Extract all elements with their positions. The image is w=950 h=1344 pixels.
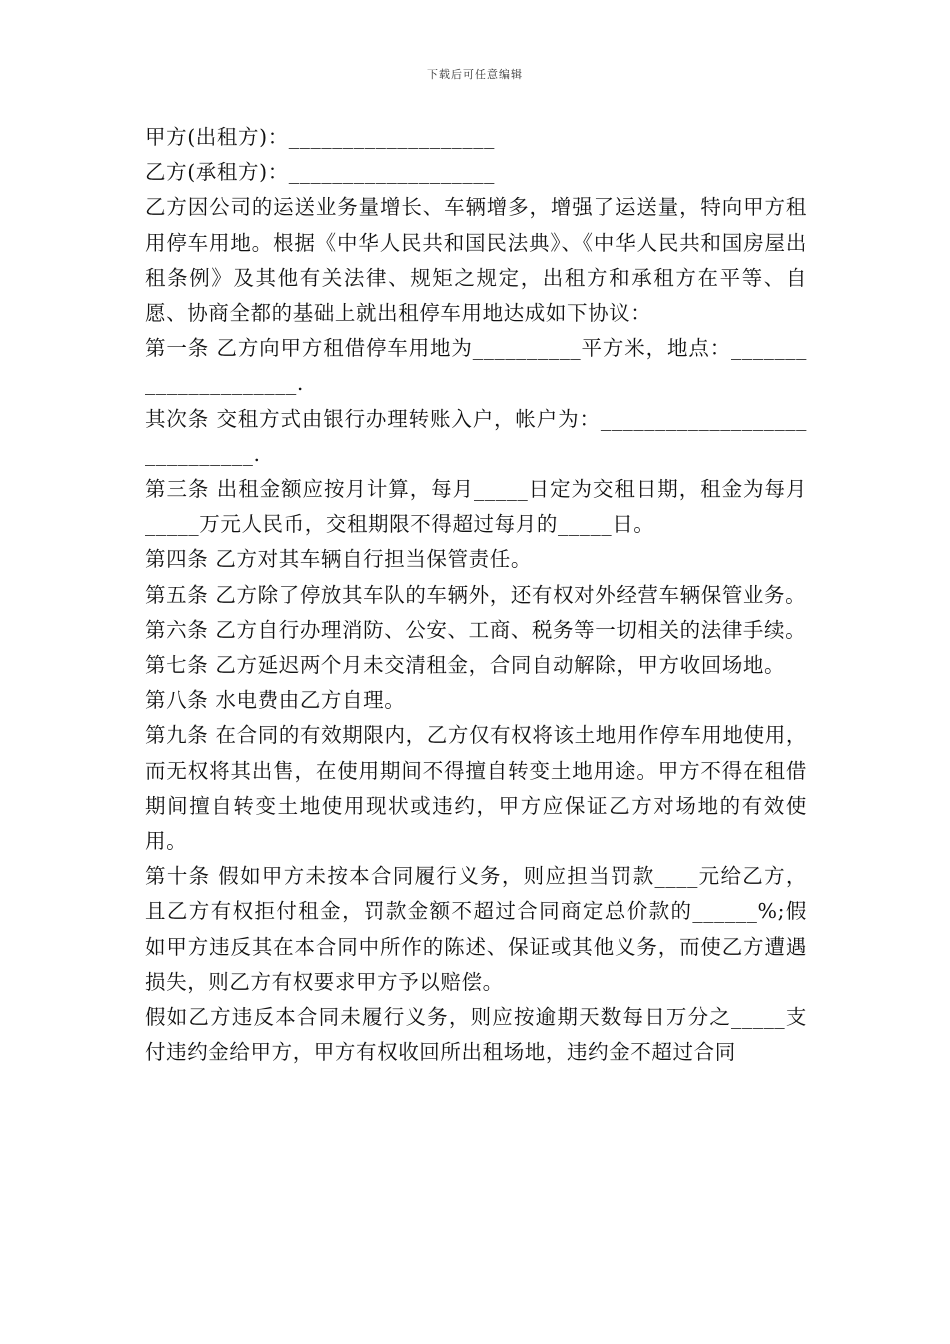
party-a-line: 甲方(出租方)：___________________ xyxy=(145,125,495,149)
document-body xyxy=(145,120,807,1070)
clause-2: 其次条 交租方式由银行办理转账入户，帐户为：_____________________________. xyxy=(145,406,807,466)
clause-4: 第四条 乙方对其车辆自行担当保管责任。 xyxy=(145,547,532,572)
clause-6: 第六条 乙方自行办理消防、公安、工商、税务等一切相关的法律手续。 xyxy=(145,617,807,642)
page-header-note: 下载后可任意编辑 xyxy=(427,68,523,81)
preamble-paragraph: 乙方因公司的运送业务量增长、车辆增多，增强了运送量，特向甲方租用停车用地。根据《中华人民共和国民法典》、《中华人民共和国房屋出租条例》及其他有关法律、规矩之规定，出租方和承租方在平等、自愿、协商全都的基础上就出租停车用地达成如下协议： xyxy=(145,195,807,326)
party-b-line: 乙方(承租方)：___________________ xyxy=(145,160,495,185)
clause-7: 第七条 乙方延迟两个月未交清租金，合同自动解除，甲方收回场地。 xyxy=(145,653,786,678)
clause-1: 第一条 乙方向甲方租借停车用地为__________平方米，地点：_____________________. xyxy=(145,336,807,396)
clause-9: 第九条 在合同的有效期限内，乙方仅有权将该土地用作停车用地使用，而无权将其出售，在使用期间不得擅自转变土地用途。甲方不得在租借期间擅自转变土地使用现状或违约，甲方应保证乙方对场地的有效使用。 xyxy=(145,723,807,854)
clause-8: 第八条 水电费由乙方自理。 xyxy=(145,688,406,713)
clause-10-continued: 假如乙方违反本合同未履行义务，则应按逾期天数每日万分之_____支付违约金给甲方，甲方有权收回所出租场地，违约金不超过合同 xyxy=(145,1005,807,1065)
clause-5: 第五条 乙方除了停放其车队的车辆外，还有权对外经营车辆保管业务。 xyxy=(145,582,807,607)
clause-10: 第十条 假如甲方未按本合同履行义务，则应担当罚款____元给乙方，且乙方有权拒付租金，罚款金额不超过合同商定总价款的______%;假如甲方违反其在本合同中所作的陈述、保证或其他义务，而使乙方遭遇损失，则乙方有权要求甲方予以赔偿。 xyxy=(145,864,807,994)
clause-3: 第三条 出租金额应按月计算，每月_____日定为交租日期，租金为每月_____万元人民币，交租期限不得超过每月的_____日。 xyxy=(145,477,807,537)
